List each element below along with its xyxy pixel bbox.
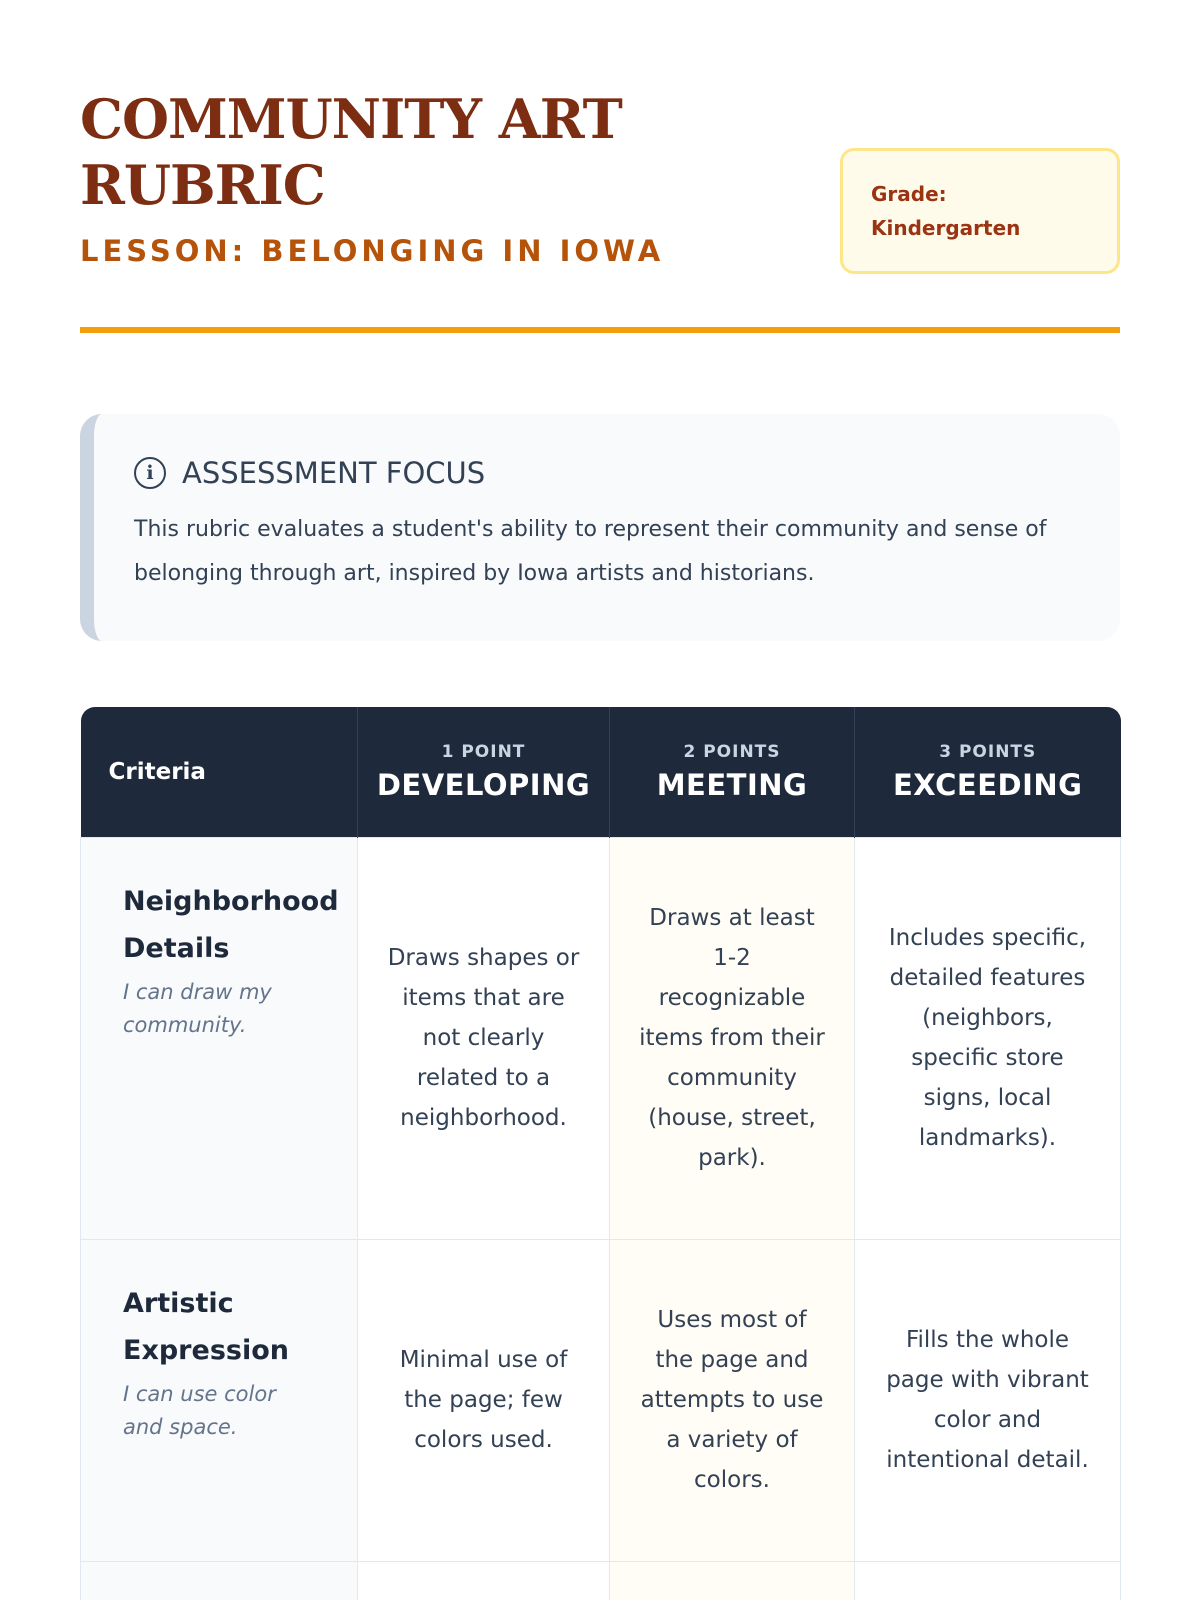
criteria-header: Criteria: [81, 707, 358, 837]
level-points: 2 POINTS: [683, 741, 781, 762]
page-title: COMMUNITY ART RUBRIC: [80, 87, 622, 217]
assessment-focus-card: [80, 414, 1120, 641]
page-header: [80, 86, 1120, 336]
criteria-goal: I can draw my community.: [123, 979, 272, 1037]
meeting-cell: Draws at least 1-2 recognizable items from their community (house, street, park).: [610, 837, 855, 1239]
exceeding-cell: [855, 1561, 1121, 1600]
level-points: 3 POINTS: [939, 741, 1037, 762]
level-name: EXCEEDING: [893, 767, 1083, 802]
criteria-cell: [81, 837, 358, 1239]
level-name: MEETING: [656, 767, 808, 802]
focus-title: ASSESSMENT FOCUS: [182, 456, 486, 490]
meeting-cell: Uses most of the page and attempts to use a variety of colors.: [610, 1239, 855, 1561]
developing-cell: Draws shapes or items that are not clearly related to a neighborhood.: [358, 837, 610, 1239]
criteria-cell: [81, 1561, 358, 1600]
table-row: [81, 1239, 1121, 1561]
meeting-cell: [610, 1561, 855, 1600]
exceeding-cell: Fills the whole page with vibrant color and intentional detail.: [855, 1239, 1121, 1561]
developing-cell: Minimal use of the page; few colors used.: [358, 1239, 610, 1561]
rubric-table: [80, 707, 1121, 1600]
criteria-name: Artistic Expression: [123, 1287, 289, 1366]
table-row: [81, 837, 1121, 1239]
lesson-subtitle: LESSON: BELONGING IN IOWA: [80, 234, 665, 268]
level-points: 1 POINT: [441, 741, 526, 762]
grade-label: Grade:: [871, 182, 947, 206]
criteria-name: Neighborhood Details: [123, 885, 339, 964]
criteria-cell: [81, 1239, 358, 1561]
table-row: [81, 1561, 1121, 1600]
level-header-meeting: [610, 707, 855, 837]
header-divider: [80, 327, 1120, 333]
developing-cell: [358, 1561, 610, 1600]
level-header-exceeding: [855, 707, 1121, 837]
grade-value: Kindergarten: [871, 216, 1021, 240]
rubric-header-row: [81, 707, 1121, 837]
criteria-goal: I can use color and space.: [123, 1381, 276, 1439]
focus-description: This rubric evaluates a student's ability to represent their community and sense of belonging through art, inspired by Iowa artists and historians.: [134, 517, 1047, 586]
info-icon: i: [134, 457, 166, 489]
exceeding-cell: Includes specific, detailed features (neighbors, specific store signs, local landmarks).: [855, 837, 1121, 1239]
level-name: DEVELOPING: [376, 767, 591, 802]
level-header-developing: [358, 707, 610, 837]
grade-badge: [840, 148, 1120, 274]
